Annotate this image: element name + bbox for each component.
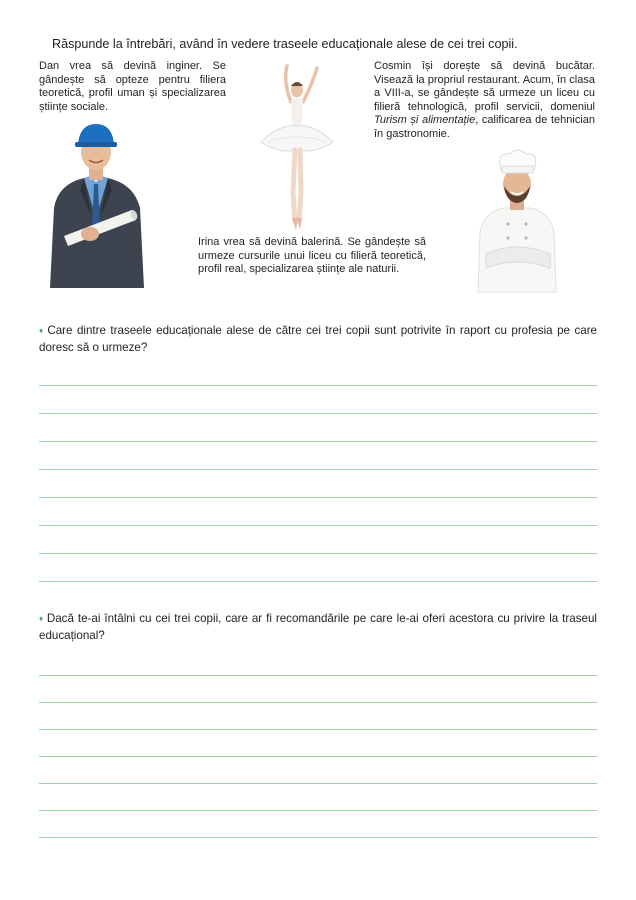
diamond-bullet-icon: ♦ <box>39 614 44 623</box>
question-2 <box>39 611 597 645</box>
answer-line[interactable] <box>39 729 597 730</box>
cosmin-paragraph <box>374 60 595 142</box>
answer-line[interactable] <box>39 702 597 703</box>
answer-line[interactable] <box>39 756 597 757</box>
answer-line[interactable] <box>39 385 597 386</box>
answer-line[interactable] <box>39 783 597 784</box>
ballerina-illustration <box>255 62 339 232</box>
answer-line[interactable] <box>39 497 597 498</box>
cosmin-text-italic: Turism și alimentație <box>374 114 476 127</box>
answer-line[interactable] <box>39 553 597 554</box>
question-1-text: Care dintre traseele educaționale alese de către cei trei copii sunt potrivite în raport cu profesia pe care doresc să o urmeze? <box>39 324 597 355</box>
answer-line[interactable] <box>39 810 597 811</box>
answer-line[interactable] <box>39 525 597 526</box>
instruction-text: Răspunde la întrebări, având în vedere traseele educaționale alese de cei trei copii. <box>52 37 518 51</box>
answer-line[interactable] <box>39 675 597 676</box>
answer-line[interactable] <box>39 441 597 442</box>
diamond-bullet-icon: ♦ <box>39 326 45 335</box>
cosmin-text-after: , calificarea de tehnician în gastronomie. <box>374 114 595 140</box>
cosmin-text-before: Cosmin își dorește să devină bucătar. Visează la propriul restaurant. Acum, în clasa a VIII-a, se gândește să urmeze un liceu cu filieră tehnologică, profil servicii, domeniul <box>374 60 595 113</box>
answer-line[interactable] <box>39 469 597 470</box>
answer-line[interactable] <box>39 413 597 414</box>
chef-illustration <box>474 148 560 292</box>
answer-line[interactable] <box>39 837 597 838</box>
question-2-text: Dacă te-ai întâlni cu cei trei copii, care ar fi recomandările pe care le-ai oferi acestora cu privire la traseul educațional? <box>39 612 597 643</box>
dan-paragraph: Dan vrea să devină inginer. Se gândește să opteze pentru filiera teoretică, profil uman și specializarea științe sociale. <box>39 60 226 113</box>
answer-line[interactable] <box>39 581 597 582</box>
question-1 <box>39 323 597 357</box>
engineer-illustration <box>44 118 148 288</box>
irina-paragraph: Irina vrea să devină balerină. Se gândește să urmeze cursurile unui liceu cu filieră teoretică, profil real, specializarea științe ale naturii. <box>198 236 426 276</box>
